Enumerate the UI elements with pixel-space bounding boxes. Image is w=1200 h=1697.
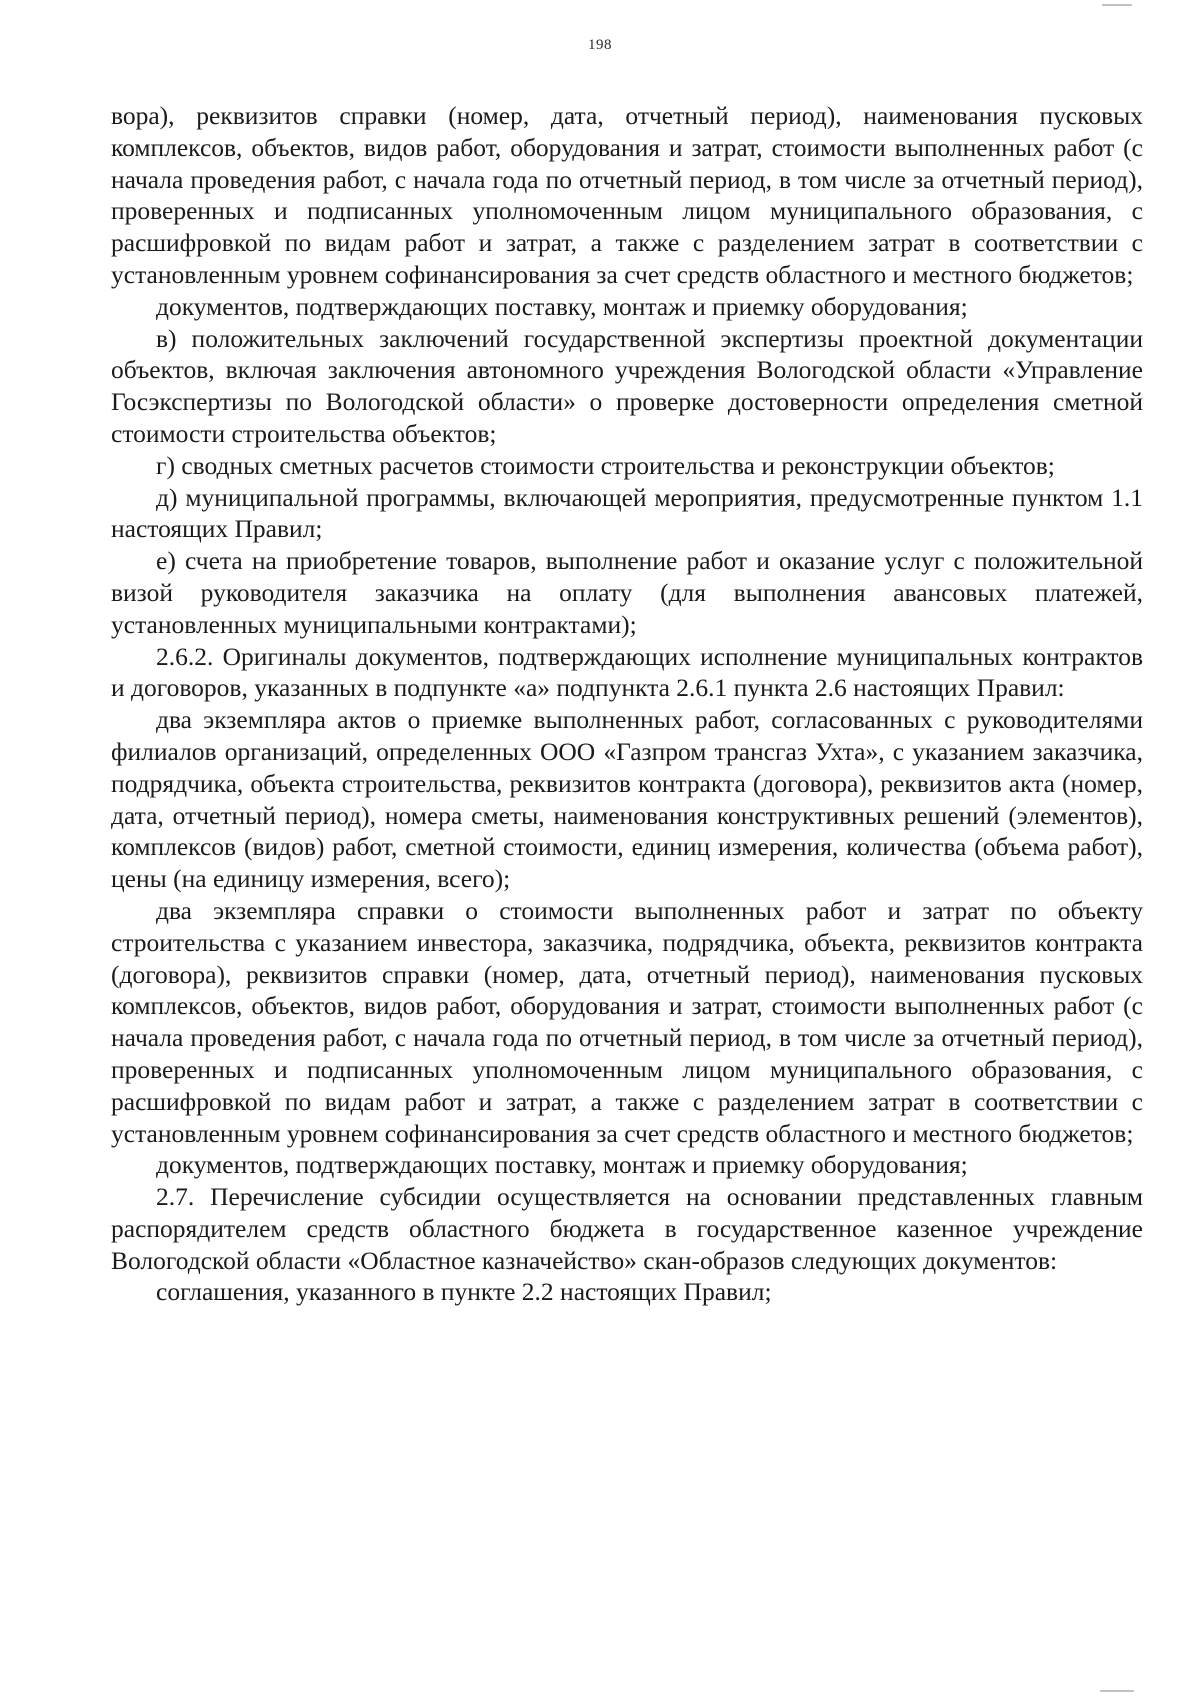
paragraph-acts-copies: два экземпляра актов о приемке выполненных работ, согласованных с руководителями филиалов организаций, определенных ООО «Газпром трансгаз Ухта», с указанием заказчика, подрядчика, объекта строительства, реквизитов контракта (договора), реквизитов акта (номер, дата, отчетный период), номера сметы, наименования конструктивных решений (элементов), комплексов (видов) работ, сметной стоимости, единиц измерения, количества (объема работ), цены (на единицу измерения, всего);	[111, 705, 1143, 894]
paragraph-item-v: в) положительных заключений государственной экспертизы проектной документации объектов, включая заключения автономного учреждения Вологодской области «Управление Госэкспертизы по Вологодской области» о проверке достоверности определения сметной стоимости строительства объектов;	[111, 323, 1143, 448]
paragraph-reference-copies: два экземпляра справки о стоимости выполненных работ и затрат по объекту строительства с указанием инвестора, заказчика, подрядчика, объекта, реквизитов контракта (договора), реквизитов справки (номер, дата, отчетный период), наименования пусковых комплексов, объектов, видов работ, оборудования и затрат, стоимости выполненных работ (с начала проведения работ, с начала года по отчетный период, в том числе за отчетный период), проверенных и подписанных уполномоченным лицом муниципального образования, с расшифровкой по видам работ и затрат, а также с разделением затрат в соответствии с установленным уровнем софинансирования за счет средств областного и местного бюджетов;	[111, 895, 1143, 1148]
scan-artifact-top	[1102, 4, 1132, 6]
paragraph-continuation: вора), реквизитов справки (номер, дата, отчетный период), наименования пусковых комплексов, объектов, видов работ, оборудования и затрат, стоимости выполненных работ (с начала проведения работ, с начала года по отчетный период, в том числе за отчетный период), проверенных и подписанных уполномоченным лицом муниципального образования, с расшифровкой по видам работ и затрат, а также с разделением затрат в соответствии с установленным уровнем софинансирования за счет средств областного и местного бюджетов;	[111, 101, 1143, 289]
page-number: 198	[588, 37, 612, 53]
paragraph-item-g: г) сводных сметных расчетов стоимости строительства и реконструкции объектов;	[156, 450, 1055, 480]
paragraph-2-6-2: 2.6.2. Оригиналы документов, подтверждающих исполнение муниципальных контрактов и договоров, указанных в подпункте «а» подпункта 2.6.1 пункта 2.6 настоящих Правил:	[111, 641, 1143, 703]
paragraph-agreement: соглашения, указанного в пункте 2.2 настоящих Правил;	[156, 1277, 772, 1307]
scan-artifact-bottom	[1100, 1690, 1134, 1692]
paragraph-item-e: е) счета на приобретение товаров, выполнение работ и оказание услуг с положительной визой руководителя заказчика на оплату (для выполнения авансовых платежей, установленных муниципальными контрактами);	[111, 546, 1143, 639]
paragraph-item-d: д) муниципальной программы, включающей мероприятия, предусмотренные пунктом 1.1 настоящих Правил;	[111, 482, 1143, 544]
paragraph-equipment-docs: документов, подтверждающих поставку, монтаж и приемку оборудования;	[156, 291, 968, 321]
paragraph-2-7: 2.7. Перечисление субсидии осуществляется на основании представленных главным распорядителем средств областного бюджета в государственное казенное учреждение Вологодской области «Областное казначейство» скан-образов следующих документов:	[111, 1182, 1143, 1275]
paragraph-equipment-docs-2: документов, подтверждающих поставку, монтаж и приемку оборудования;	[156, 1150, 968, 1180]
document-body	[111, 100, 1143, 1308]
